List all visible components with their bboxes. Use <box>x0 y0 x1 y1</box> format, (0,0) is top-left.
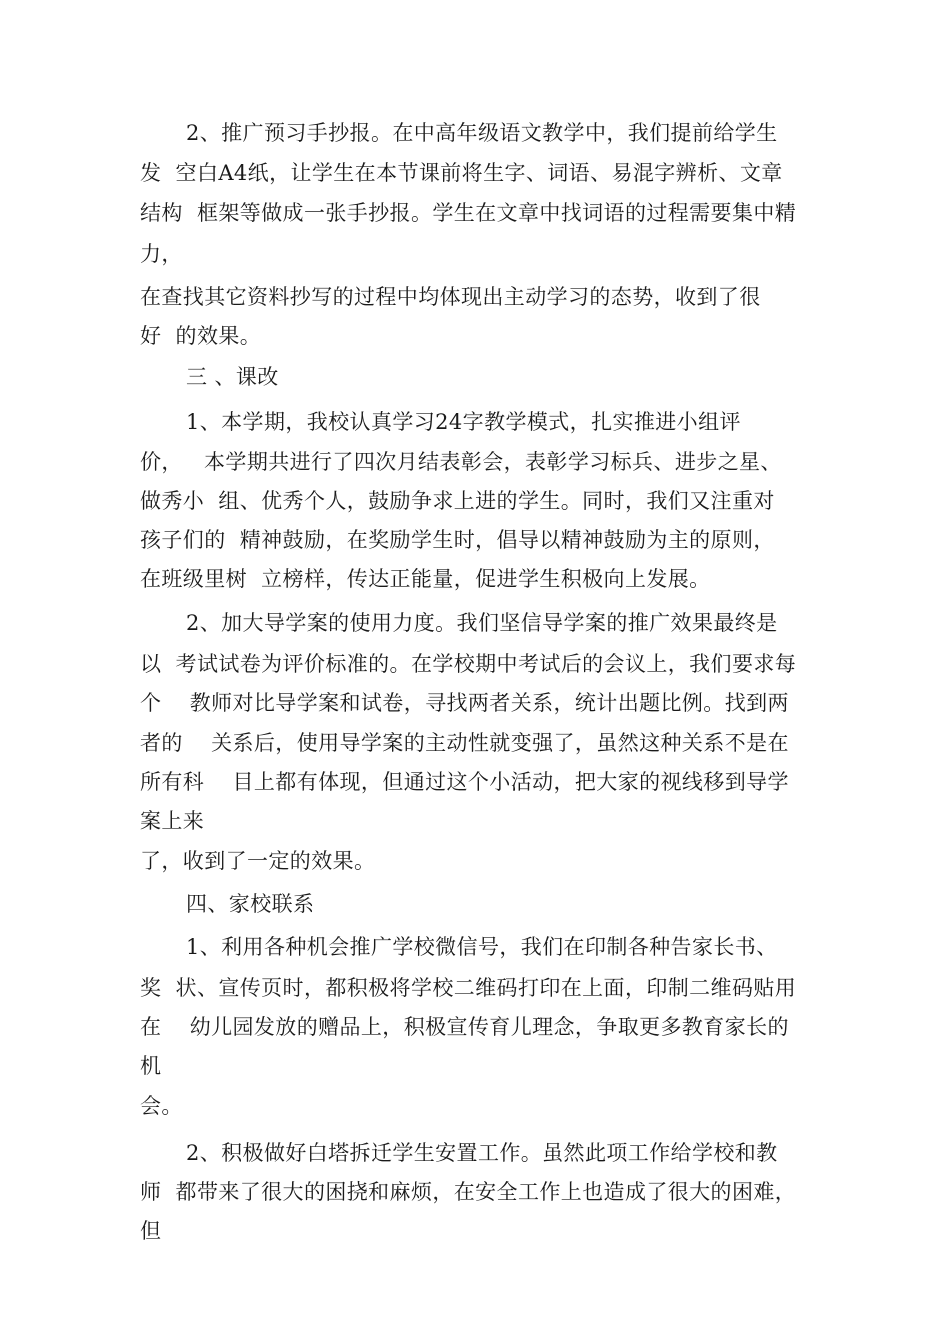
paragraph-line: 力， <box>140 242 183 266</box>
paragraph-line: 做秀小 组、优秀个人，鼓励争求上进的学生。同时，我们又注重对 <box>140 489 775 513</box>
paragraph-line: 1、利用各种机会推广学校微信号，我们在印制各种告家长书、 <box>186 935 778 959</box>
section-heading: 四、家校联系 <box>186 892 315 916</box>
paragraph-line: 好 的效果。 <box>140 324 262 348</box>
paragraph-line: 在班级里树 立榜样，传达正能量，促进学生积极向上发展。 <box>140 567 711 591</box>
paragraph-line: 结构 框架等做成一张手抄报。学生在文章中找词语的过程需要集中精 <box>140 201 797 225</box>
paragraph-line: 价， 本学期共进行了四次月结表彰会，表彰学习标兵、进步之星、 <box>140 450 782 474</box>
paragraph-line: 2、加大导学案的使用力度。我们坚信导学案的推广效果最终是 <box>186 611 778 635</box>
paragraph-line: 2、推广预习手抄报。在中高年级语文教学中，我们提前给学生 <box>186 121 778 145</box>
paragraph-line: 孩子们的 精神鼓励，在奖励学生时，倡导以精神鼓励为主的原则， <box>140 528 775 552</box>
paragraph-line: 1、本学期，我校认真学习24字教学模式，扎实推进小组评 <box>186 410 741 434</box>
paragraph-line: 2、积极做好白塔拆迁学生安置工作。虽然此项工作给学校和教 <box>186 1141 778 1165</box>
paragraph-line: 在 幼儿园发放的赠品上，积极宣传育儿理念，争取更多教育家长的 <box>140 1015 789 1039</box>
paragraph-line: 所有科 目上都有体现，但通过这个小活动，把大家的视线移到导学 <box>140 770 789 794</box>
paragraph-line: 机 <box>140 1054 162 1078</box>
paragraph-line: 师 都带来了很大的困挠和麻烦，在安全工作上也造成了很大的困难， <box>140 1180 797 1204</box>
paragraph-line: 奖 状、宣传页时，都积极将学校二维码打印在上面，印制二维码贴用 <box>140 976 797 1000</box>
paragraph-line: 在查找其它资料抄写的过程中均体现出主动学习的态势，收到了很 <box>140 285 761 309</box>
paragraph-line: 个 教师对比导学案和试卷，寻找两者关系，统计出题比例。找到两 <box>140 691 789 715</box>
paragraph-line: 者的 关系后，使用导学案的主动性就变强了，虽然这种关系不是在 <box>140 731 789 755</box>
section-heading: 三 、课改 <box>186 365 279 389</box>
paragraph-line: 了，收到了一定的效果。 <box>140 849 376 873</box>
paragraph-line: 案上来 <box>140 809 205 833</box>
paragraph-line: 以 考试试卷为评价标准的。在学校期中考试后的会议上，我们要求每 <box>140 652 797 676</box>
paragraph-line: 会。 <box>140 1094 183 1118</box>
paragraph-line: 发 空白A4纸，让学生在本节课前将生字、词语、易混字辨析、文章 <box>140 161 783 185</box>
paragraph-line: 但 <box>140 1219 162 1243</box>
